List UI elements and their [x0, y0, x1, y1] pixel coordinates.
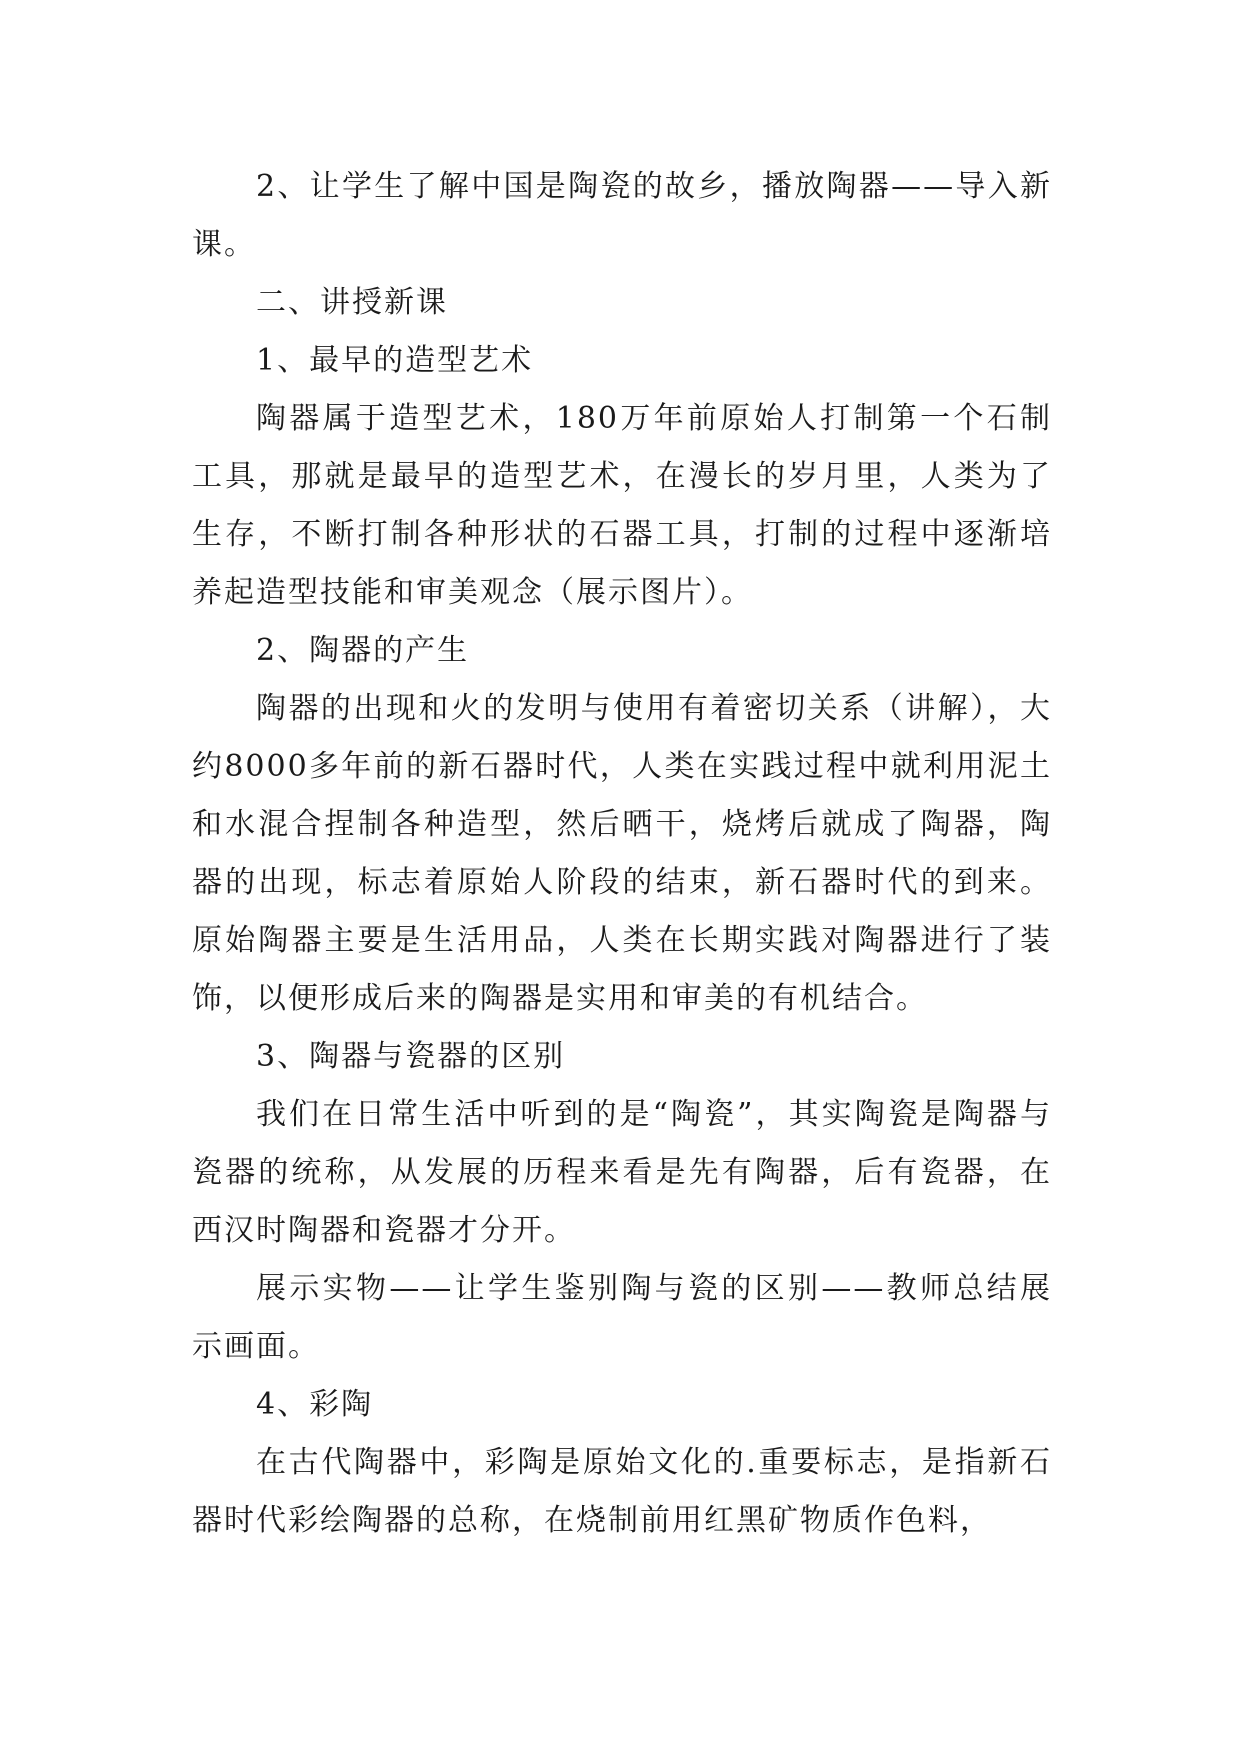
subheading-pottery-origin: 2、陶器的产生: [256, 633, 470, 668]
paragraph-earliest-art: 陶器属于造型艺术，180万年前原始人打制第一个石制工具，那就是最早的造型艺术，在漫长的岁月里，人类为了生存，不断打制各种形状的石器工具，打制的过程中逐渐培养起造型技能和审美观念（展示图片）。: [192, 401, 1052, 610]
paragraph-show-objects: 展示实物——让学生鉴别陶与瓷的区别——教师总结展示画面。: [192, 1271, 1052, 1364]
section-heading-new-lesson: 二、讲授新课: [256, 285, 448, 320]
paragraph-pottery-origin: 陶器的出现和火的发明与使用有着密切关系（讲解），大约8000多年前的新石器时代，人类在实践过程中就利用泥土和水混合捏制各种造型，然后晒干，烧烤后就成了陶器，陶器的出现，标志着原始人阶段的结束，新石器时代的到来。原始陶器主要是生活用品，人类在长期实践对陶器进行了装饰，以便形成后来的陶器是实用和审美的有机结合。: [192, 691, 1052, 1016]
paragraph-painted-pottery: 在古代陶器中，彩陶是原始文化的.重要标志，是指新石器时代彩绘陶器的总称，在烧制前用红黑矿物质作色料，: [192, 1445, 1052, 1538]
subheading-painted-pottery: 4、彩陶: [256, 1387, 374, 1422]
paragraph-pottery-vs-porcelain: 我们在日常生活中听到的是“陶瓷”，其实陶瓷是陶器与瓷器的统称，从发展的历程来看是先有陶器，后有瓷器，在西汉时陶器和瓷器才分开。: [192, 1097, 1052, 1248]
subheading-earliest-art: 1、最早的造型艺术: [256, 343, 534, 378]
subheading-pottery-vs-porcelain: 3、陶器与瓷器的区别: [256, 1039, 566, 1074]
document-body: [192, 158, 1052, 1550]
paragraph-intro-item-2: 2、让学生了解中国是陶瓷的故乡，播放陶器——导入新课。: [192, 169, 1052, 262]
